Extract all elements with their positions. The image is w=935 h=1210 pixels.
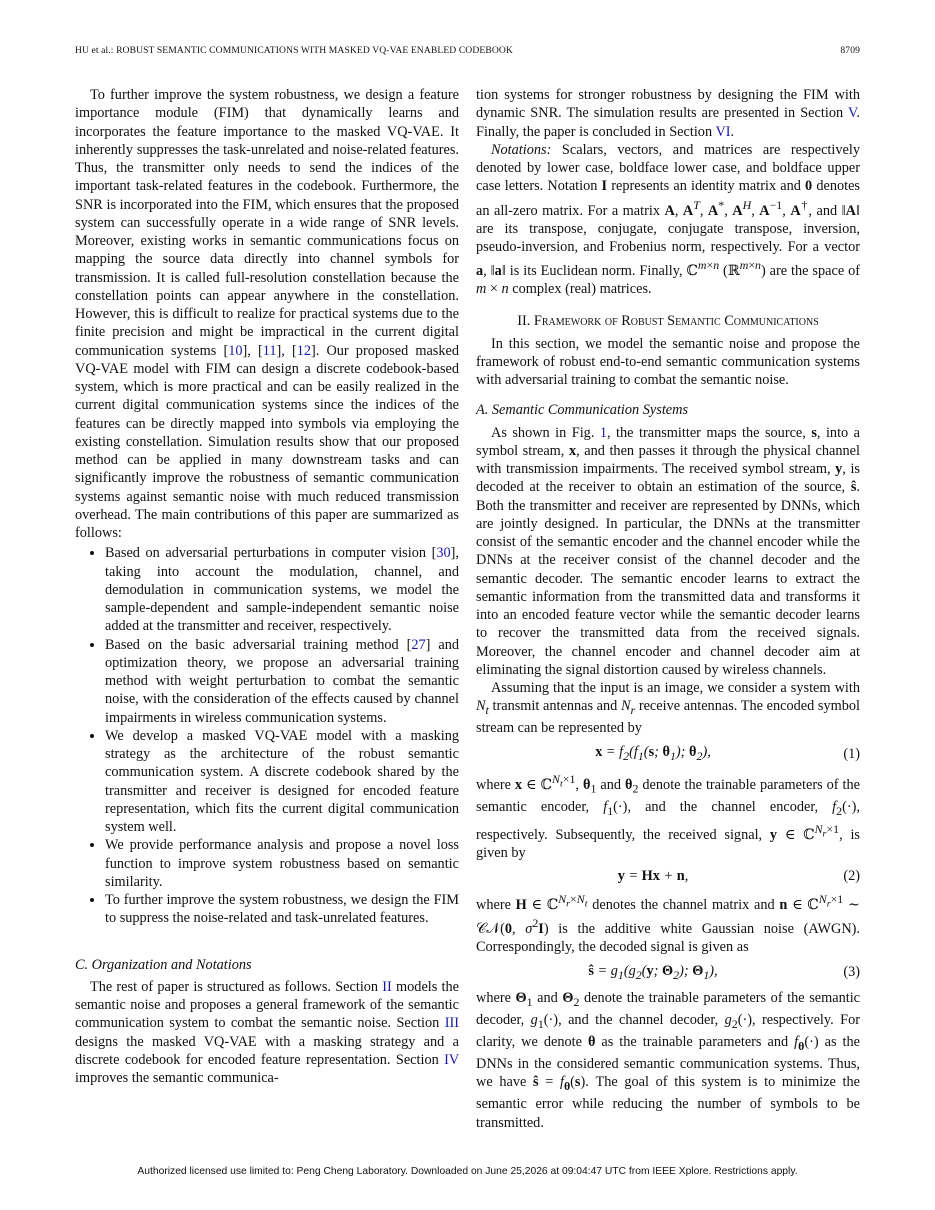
equation-number: (3) (843, 964, 860, 981)
equation-1-explanation: where x ∈ ℂ$^{N_t\times 1}$, $\theta_1$ and $\theta_2$ denote the trainable parameters of the semantic encoder, $f_1(\cdot)$, and the channel encoder, $f_2(\cdot)$, respectively. Subsequently, the received signal, y ∈ ℂ$^{N_r\times 1}$, is given by (476, 771, 860, 861)
notations-label: Notations: (491, 141, 552, 158)
section-heading-ii: II. Framework of Robust Semantic Communications (517, 313, 819, 330)
citation-link-12[interactable]: 12 (296, 342, 312, 359)
equation-3-explanation: where $\Theta_1$ and $\Theta_2$ denote the trainable parameters of the semantic decoder, $g_1(\cdot)$, and the channel decoder, $g_2(\cdot)$, respectively. For clarity, we denote θ as the trainable parameters and $f_\theta(\cdot)$ as the DNNs in the considered semantic communication systems. Thus, we have ŝ = $f_\theta(s)$. The goal of this system is to minimize the semantic error while reducing the number of symbols to be transmitted. (476, 989, 861, 1131)
section-link-vi[interactable]: VI (715, 123, 731, 140)
subsection-heading-c: C. Organization and Notations (75, 956, 252, 973)
system-paragraph: As shown in Fig. 1, the transmitter maps the source, s, into a symbol stream, x, and then passes it through the physical channel with transmission impairments. The received symbol stream, y, is decoded at the receiver to obtain an estimation of the source, ŝ. Both the transmitter and receiver are represented by DNNs, which are jointly designed. In particular, the DNNs at the transmitter consist of the semantic encoder and the channel encoder while the DNNs at the receiver consist of the channel decoder and the semantic decoder. The semantic encoder learns to extract the semantic information from the transmitted data and transforms it into an encoded feature vector while the semantic decoder learns to recover the transmitted data from the received signals. Moreover, the channel encoder and channel decoder aim at eliminating the signal distortion caused by wireless channels. (476, 424, 860, 678)
notations-paragraph: Notations: Scalars, vectors, and matrices are respectively denoted by lower case, boldface lower case, and boldface upper case letters. Notation I represents an identity matrix and 0 denotes an all-zero matrix. For a matrix A, $A^T$, A*, $A^H$, $A^{-1}$, A†, and ‖A‖ are its transpose, conjugate, conjugate transpose, inversion, pseudo-inversion, and Frobenius norm, respectively. For a vector a, ‖a‖ is its Euclidean norm. Finally, ℂ$^{m\times n}$ (ℝ$^{m\times n}$) are the space of m × n complex (real) matrices. (476, 141, 860, 298)
right-column (476, 86, 860, 1132)
section-link-v[interactable]: V (847, 105, 857, 122)
equation-2: y = Hx + n, (2) (617, 868, 860, 884)
list-item: • Based on the basic adversarial training method [27] and optimization theory, we propose an adversarial training method with weight perturbation to combat the semantic noise, with the consideration of the effects caused by channel impairments in wireless communication systems. (105, 636, 459, 727)
license-footer: Authorized licensed use limited to: Peng Cheng Laboratory. Downloaded on June 25,2026 at 09:04:47 UTC from IEEE Xplore. Restrictions apply. (137, 1166, 798, 1177)
citation-link-11[interactable]: 11 (262, 342, 277, 359)
running-header (75, 45, 860, 56)
list-item: • Based on adversarial perturbations in computer vision [30], taking into account the modulation, channel, and demodulation in communication systems, we model the sample-dependent and sample-independent semantic noise added at the transmitter and receiver, respectively. (105, 544, 459, 635)
list-item: • To further improve the system robustness, we design the FIM to suppress the noise-related and task-unrelated features. (105, 891, 459, 928)
section-link-iii[interactable]: III (444, 1015, 459, 1032)
section-intro: In this section, we model the semantic noise and propose the framework of robust end-to-end semantic communication systems with adversarial training to combat the semantic noise. (476, 335, 860, 389)
citation-link-30[interactable]: 30 (436, 545, 451, 562)
assumption-paragraph: Assuming that the input is an image, we consider a system with $N_t$ transmit antennas and $N_r$ receive antennas. The encoded symbol stream can be represented by (476, 680, 860, 737)
contributions-list (75, 544, 459, 927)
equation-2-explanation: where H ∈ ℂ$^{N_r\times N_t}$ denotes the channel matrix and n ∈ ℂ$^{N_r\times 1}$ ∼ 𝒞𝒩(0, $\sigma^2I$) is the additive white Gaussian noise (AWGN). Correspondingly, the decoded signal is given as (476, 892, 860, 956)
section-link-iv[interactable]: IV (444, 1051, 459, 1068)
citation-link-27[interactable]: 27 (411, 636, 426, 653)
equation-number: (1) (843, 745, 860, 762)
page-number: 8709 (840, 45, 860, 56)
intro-paragraph: To further improve the system robustness, we design a feature importance module (FIM) that dynamically learns and incorporates the feature importance to the masked VQ-VAE. It inherently suppresses the task-unrelated and noise-related features. Thus, the transmitter only needs to send the indices of the important task-related features in the codebook. Furthermore, the SNR is incorporated into the FIM, which ensures that the proposed system can successfully operate in a wide range of SNR levels. Moreover, existing works in semantic communications focus on mapping the source data directly into channel symbols for transmission. It is called full-resolution constellation because the constellation points can appear anywhere in the constellation. However, this is difficult to realize for practical systems due to the finite precision and might be impractical in the current digital communication systems [10], [11], [12]. Our proposed masked VQ-VAE model with FIM can design a discrete codebook-based system, which is more practical and can be easily realized in the current digital communication systems since the indices of the features can be directly mapped into symbols via employing the existing constellation. Simulation results show that our proposed method can be applied in many downstream tasks and can significantly improve the robustness of semantic communication systems against semantic noise with much reduced transmission overhead. The main contributions of this paper are summarized as follows: (75, 87, 460, 541)
equation-1: $x = f_2(f_1(s$; $\theta_1$); $\theta_2$), (1) (595, 743, 860, 763)
equation-3: ŝ = $g_1(g_2(y$; $\Theta_2$); $\Theta_1$), (3) (588, 962, 860, 982)
left-column (75, 86, 459, 1087)
organization-paragraph-cont: tion systems for stronger robustness by designing the FIM with dynamic SNR. The simulation results are presented in Section V. Finally, the paper is concluded in Section VI. (476, 87, 860, 140)
subsection-heading-a: A. Semantic Communication Systems (476, 402, 689, 419)
list-item: • We provide performance analysis and propose a novel loss function to improve system robustness based on semantic similarity. (105, 836, 459, 891)
running-title: HU et al.: ROBUST SEMANTIC COMMUNICATIONS WITH MASKED VQ-VAE ENABLED CODEBOOK (75, 45, 513, 56)
list-item: • We develop a masked VQ-VAE model with a masking strategy as the architecture of the robust semantic communication system. A discrete codebook shared by the transmitter and receiver is designed for encoded feature representation, which fits the current digital communication system well. (105, 727, 459, 837)
figure-link-1[interactable]: 1 (599, 424, 608, 441)
organization-paragraph: The rest of paper is structured as follows. Section II models the semantic noise and proposes a general framework of the semantic communication system to combat the semantic noise. Section III designs the masked VQ-VAE with a masking strategy and a discrete codebook for encoded feature representation. Section IV improves the semantic communica- (75, 978, 459, 1086)
equation-number: (2) (843, 868, 860, 884)
section-link-ii[interactable]: II (382, 978, 392, 995)
citation-link-10[interactable]: 10 (228, 342, 243, 359)
